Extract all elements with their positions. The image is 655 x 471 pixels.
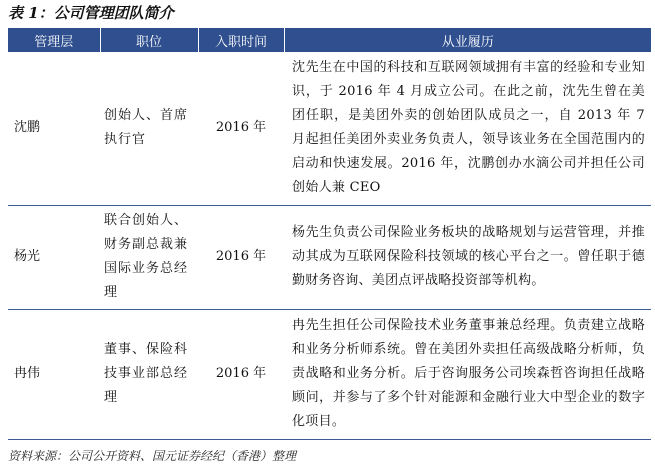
cell-name: 沈鹏 [8,52,100,205]
header-join-date: 入职时间 [198,28,284,52]
cell-join-year: 2016 年 [198,205,284,309]
cell-name: 冉伟 [8,309,100,439]
cell-name: 杨光 [8,205,100,309]
table-header-row [8,28,651,52]
management-table [8,28,651,440]
cell-role: 联合创始人、财务副总裁兼国际业务总经理 [100,205,198,309]
header-position: 职位 [100,28,198,52]
cell-experience: 沈先生在中国的科技和互联网领域拥有丰富的经验和专业知识，于 2016 年 4 月成立公司。在此之前，沈先生曾在美团任职，是美团外卖的创始团队成员之一，自 2013 年 7 月起担任美团外卖业务负责人，领导该业务在全国范围内的启动和快速发展。2016 年，沈鹏创办水滴公司并担任公司创始人兼 CEO [284,52,651,205]
header-management: 管理层 [8,28,100,52]
table-row [8,309,651,439]
cell-join-year: 2016 年 [198,309,284,439]
cell-role: 董事、保险科技事业部总经理 [100,309,198,439]
cell-join-year: 2016 年 [198,52,284,205]
table-caption: 表 1：公司管理团队简介 [8,4,174,22]
header-experience: 从业履历 [284,28,651,52]
table-row [8,52,651,205]
cell-experience: 杨先生负责公司保险业务板块的战略规划与运营管理，并推动其成为互联网保险科技领域的核心平台之一。曾任职于德勤财务咨询、美团点评战略投资部等机构。 [284,205,651,309]
table-row [8,205,651,309]
cell-experience: 冉先生担任公司保险技术业务董事兼总经理。负责建立战略和业务分析师系统。曾在美团外卖担任高级战略分析师，负责战略和业务分析。后于咨询服务公司埃森哲咨询担任战略顾问，并参与了多个针对能源和金融行业大中型企业的数字化项目。 [284,309,651,439]
cell-role: 创始人、首席执行官 [100,52,198,205]
source-note: 资料来源：公司公开资料、国元证券经纪（香港）整理 [8,449,297,463]
